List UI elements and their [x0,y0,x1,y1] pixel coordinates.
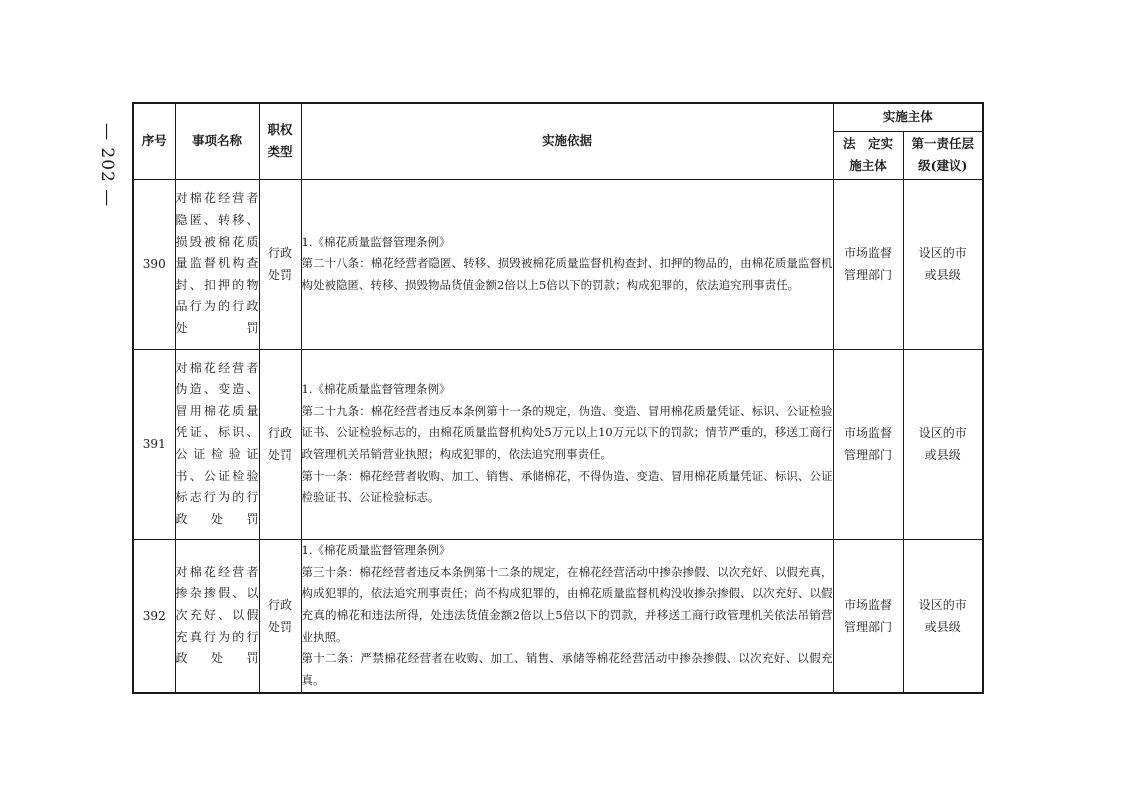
header-legal-subject: 法 定实施主体 [833,131,903,179]
row-item-name: 对棉花经营者伪造、变造、冒用棉花质量凭证、标识、公证检验证书、公证检验标志行为的行政处罚 [175,349,259,539]
header-first-level: 第一责任层级(建议) [903,131,983,179]
header-row-top [133,103,983,131]
basis-paragraph: 第三十条：棉花经营者违反本条例第十二条的规定，在棉花经营活动中掺杂掺假、以次充好、以假充真，构成犯罪的，依法追究刑事责任；尚不构成犯罪的，由棉花质量监督机构没收掺杂掺假、以次充好、以假充真的棉花和违法所得，处违法货值金额2倍以上5倍以下的罚款，并移送工商行政管理机关依法吊销营业执照。 [301,564,833,644]
header-seq: 序号 [133,103,175,179]
row-first-level: 设区的市或县级 [903,179,983,349]
row-legal-subject: 市场监督管理部门 [833,539,903,693]
basis-paragraph: 第二十八条：棉花经营者隐匿、转移、损毁被棉花质量监督机构查封、扣押的物品的，由棉花质量监督机构处被隐匿、转移、损毁物品货值金额2倍以上5倍以下的罚款；构成犯罪的，依法追究刑事责任。 [301,256,833,292]
row-seq: 391 [133,349,175,539]
table-row [133,539,983,693]
row-basis [301,349,833,539]
table-row [133,349,983,539]
basis-paragraph: 1.《棉花质量监督管理条例》 [301,543,451,558]
page-number: — 202 — [97,122,117,208]
row-legal-subject: 市场监督管理部门 [833,349,903,539]
basis-paragraph: 第十二条：严禁棉花经营者在收购、加工、销售、承储等棉花经营活动中掺杂掺假、以次充好、以假充真。 [301,651,833,687]
row-item-name: 对棉花经营者隐匿、转移、损毁被棉花质量监督机构查封、扣押的物品行为的行政处罚 [175,179,259,349]
row-power-type: 行政处罚 [259,539,301,693]
header-item-name: 事项名称 [175,103,259,179]
row-first-level: 设区的市或县级 [903,349,983,539]
basis-paragraph: 1.《棉花质量监督管理条例》 [301,234,451,249]
basis-paragraph: 1.《棉花质量监督管理条例》 [301,382,451,397]
row-item-name: 对棉花经营者掺杂掺假、以次充好、以假充真行为的行政处罚 [175,539,259,693]
header-subject-group: 实施主体 [833,103,983,131]
row-seq: 392 [133,539,175,693]
basis-paragraph: 第二十九条：棉花经营者违反本条例第十一条的规定，伪造、变造、冒用棉花质量凭证、标识、公证检验证书、公证检验标志的，由棉花质量监督机构处5万元以上10万元以下的罚款；情节严重的，移送工商行政管理机关吊销营业执照；构成犯罪的，依法追究刑事责任。 [301,403,833,461]
header-power-type: 职权类型 [259,103,301,179]
basis-paragraph: 第十一条：棉花经营者收购、加工、销售、承储棉花，不得伪造、变造、冒用棉花质量凭证、标识、公证检验证书、公证检验标志。 [301,468,833,505]
row-legal-subject: 市场监督管理部门 [833,179,903,349]
row-basis [301,539,833,693]
enforcement-items-table [132,102,984,694]
row-first-level: 设区的市或县级 [903,539,983,693]
row-power-type: 行政处罚 [259,179,301,349]
row-seq: 390 [133,179,175,349]
header-basis: 实施依据 [301,103,833,179]
table-row [133,179,983,349]
row-power-type: 行政处罚 [259,349,301,539]
row-basis [301,179,833,349]
